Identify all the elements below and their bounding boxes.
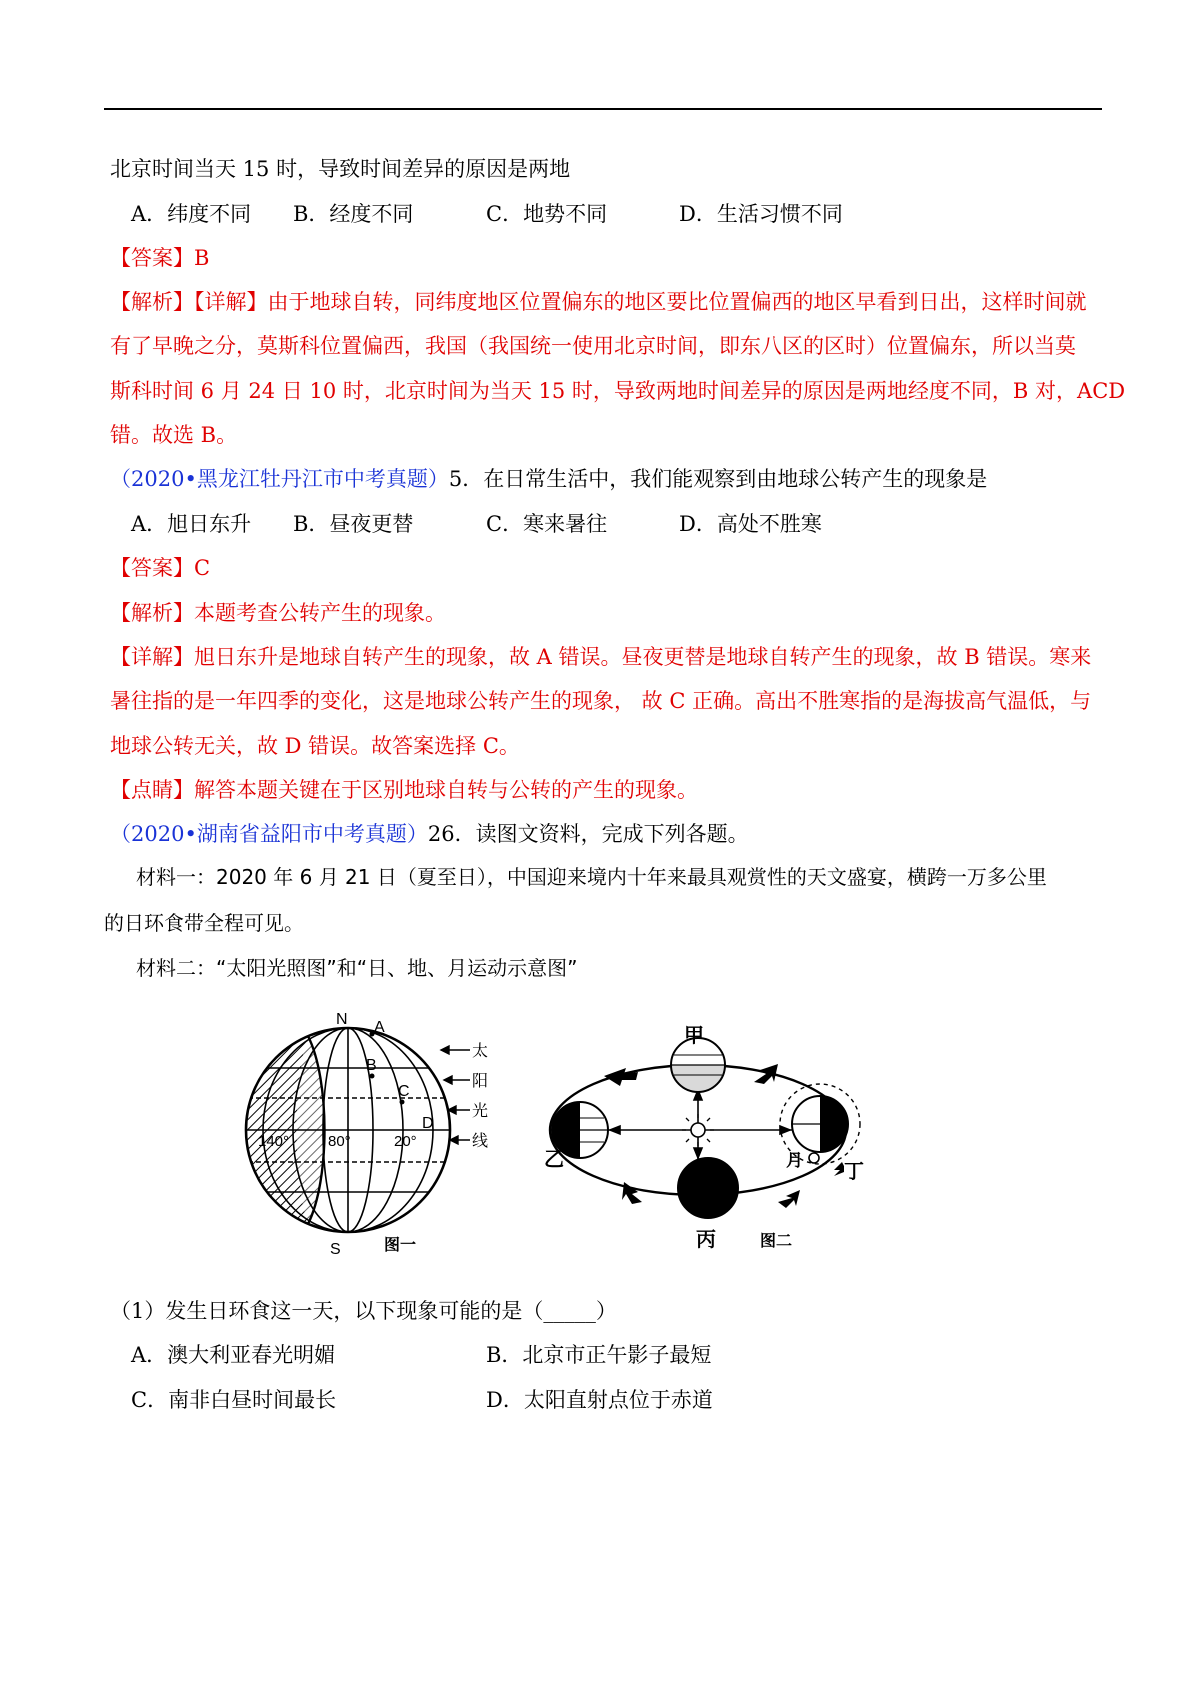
sun-label-4: 线 [472, 1131, 489, 1150]
q4-answer: 【答案】B [110, 246, 210, 270]
q5-detail-line-3: 地球公转无关，故 D 错误。故答案选择 C。 [110, 734, 520, 758]
q26-material1-line2: 的日环食带全程可见。 [104, 911, 304, 935]
q5-option-d: D．高处不胜寒 [679, 512, 822, 536]
q4-stem-tail: 北京时间当天 15 时，导致时间差异的原因是两地 [110, 157, 571, 181]
sun-label-3: 光 [472, 1101, 489, 1120]
q5-analysis: 【解析】本题考查公转产生的现象。 [110, 601, 446, 625]
q5-option-c: C．寒来暑往 [486, 512, 608, 536]
longitude-20-label: 20° [394, 1133, 417, 1150]
point-b-label: B [366, 1057, 377, 1074]
figure-sun-illumination [238, 1010, 498, 1260]
pole-s-label: S [330, 1241, 341, 1258]
q4-analysis-line-1: 【解析】【详解】由于地球自转，同纬度地区位置偏东的地区要比位置偏西的地区早看到日出，这样时间就 [110, 290, 1087, 314]
point-c-dot [400, 1100, 405, 1105]
q5-option-b: B．昼夜更替 [293, 512, 414, 536]
point-c-label: C [398, 1083, 410, 1100]
point-a-label: A [374, 1019, 385, 1036]
sun-label-2: 阳 [472, 1071, 489, 1090]
figure1-caption: 图一 [384, 1235, 417, 1254]
label-ding: 丁 [844, 1159, 864, 1183]
pole-n-label: N [336, 1011, 348, 1028]
q26-sub1-option-d: D．太阳直射点位于赤道 [486, 1388, 713, 1412]
q5-answer: 【答案】C [110, 556, 211, 580]
q26-material2: 材料二：“太阳光照图”和“日、地、月运动示意图” [136, 956, 578, 980]
sun-label-1: 太 [472, 1041, 489, 1060]
q26-stem-line [110, 819, 749, 849]
q26-material1-line1: 材料一：2020 年 6 月 21 日（夏至日），中国迎来境内十年来最具观赏性的天文盛宴，横跨一万多公里 [136, 865, 1047, 889]
q5-detail-line-2: 暑往指的是一年四季的变化，这是地球公转产生的现象， 故 C 正确。高出不胜寒指的是海拔高气温低，与 [110, 689, 1092, 713]
q4-analysis-line-4: 错。故选 B。 [110, 423, 238, 447]
longitude-140-label: 140° [258, 1133, 290, 1150]
point-b-dot [370, 1074, 375, 1079]
q4-analysis-line-2: 有了早晚之分，莫斯科位置偏西，我国（我国统一使用北京时间，即东八区的区时）位置偏东，所以当莫 [110, 334, 1076, 358]
q26-sub1-option-c: C．南非白昼时间最长 [131, 1388, 337, 1412]
point-a-dot [370, 1032, 375, 1037]
q4-option-c: C．地势不同 [486, 202, 608, 226]
q26-sub1-option-b: B．北京市正午影子最短 [486, 1343, 712, 1367]
label-yi: 乙 [544, 1147, 564, 1171]
q5-stem-line [110, 464, 987, 494]
q4-option-b: B．经度不同 [293, 202, 414, 226]
q4-option-d: D．生活习惯不同 [679, 202, 843, 226]
figure-sun-earth-moon [538, 1010, 938, 1260]
point-d-label: D [422, 1115, 434, 1132]
longitude-80-label: 80° [328, 1133, 351, 1150]
q26-sub1-stem: （1）发生日环食这一天，以下现象可能的是（_____） [110, 1299, 617, 1323]
label-bing: 丙 [696, 1227, 716, 1251]
q5-stem: 5．在日常生活中，我们能观察到由地球公转产生的现象是 [448, 467, 988, 491]
q5-tip: 【点睛】解答本题关键在于区别地球自转与公转的产生的现象。 [110, 778, 698, 802]
q4-analysis-line-3: 斯科时间 6 月 24 日 10 时，北京时间为当天 15 时，导致两地时间差异的原因是两地经度不同，B 对，ACD [110, 379, 1126, 403]
q5-source: （2020•黑龙江牡丹江市中考真题） [110, 467, 449, 491]
q26-source: （2020•湖南省益阳市中考真题） [110, 822, 428, 846]
q5-option-a: A．旭日东升 [131, 512, 252, 536]
q26-stem: 26．读图文资料，完成下列各题。 [427, 822, 749, 846]
figure2-caption: 图二 [760, 1231, 793, 1250]
q26-sub1-option-a: A．澳大利亚春光明媚 [131, 1343, 336, 1367]
q4-option-a: A．纬度不同 [131, 202, 252, 226]
earth-position-bing [678, 1158, 738, 1218]
label-moon: 月 [786, 1151, 803, 1171]
q5-detail-line-1: 【详解】旭日东升是地球自转产生的现象，故 A 错误。昼夜更替是地球自转产生的现象，故 B 错误。寒来 [110, 645, 1092, 669]
label-jia: 甲 [684, 1023, 704, 1047]
header-rule [104, 108, 1102, 110]
